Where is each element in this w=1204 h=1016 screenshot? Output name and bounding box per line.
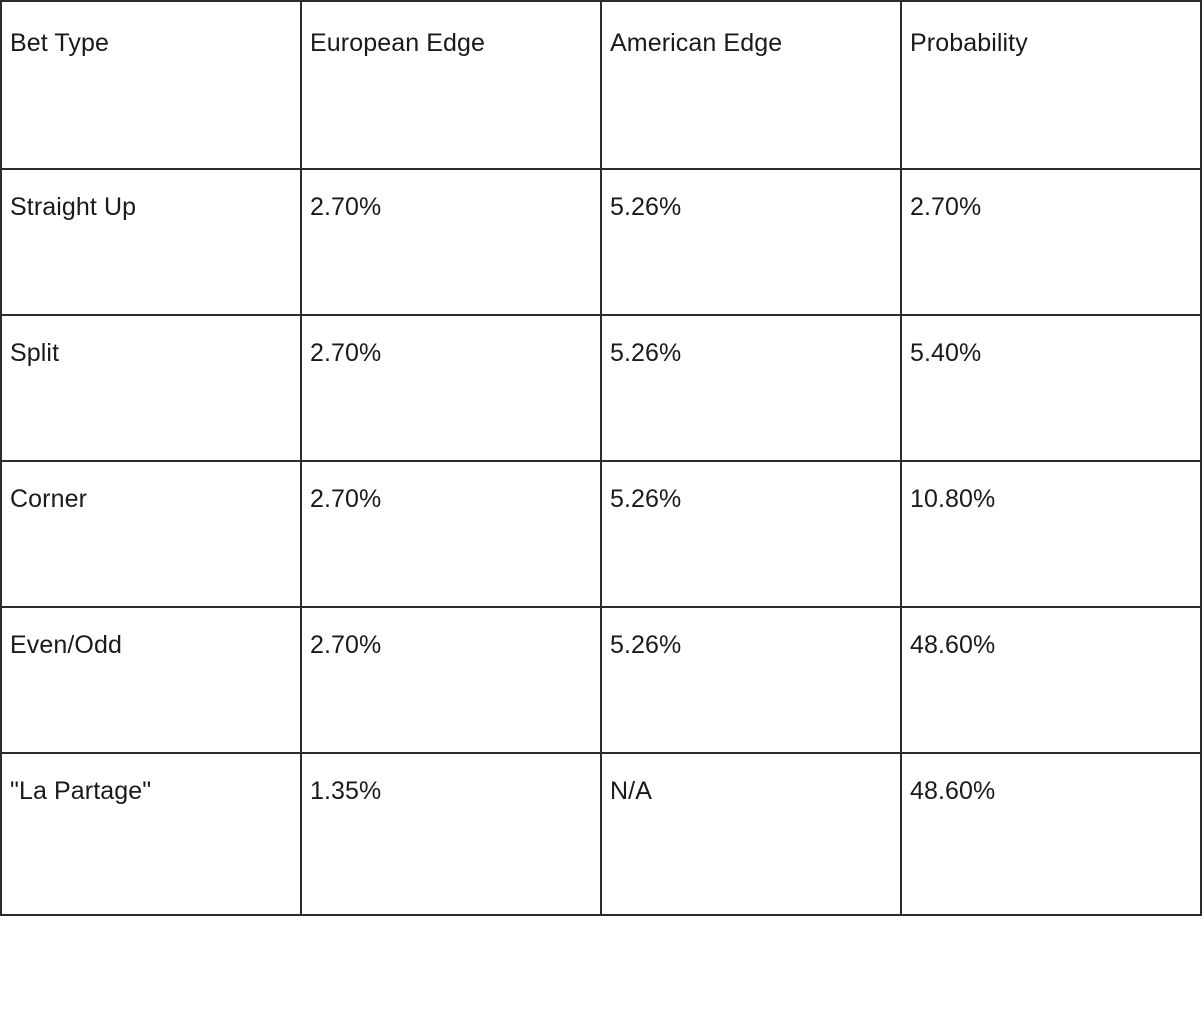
- cell-american-edge: 5.26%: [601, 315, 901, 461]
- table-row: [1, 753, 1201, 915]
- cell-european-edge: 2.70%: [301, 607, 601, 753]
- cell-american-edge: 5.26%: [601, 461, 901, 607]
- cell-american-edge: 5.26%: [601, 169, 901, 315]
- column-header-american-edge: American Edge: [601, 1, 901, 169]
- cell-probability: 48.60%: [901, 607, 1201, 753]
- cell-bet-type: Even/Odd: [1, 607, 301, 753]
- cell-bet-type: Straight Up: [1, 169, 301, 315]
- cell-european-edge: 2.70%: [301, 169, 601, 315]
- cell-probability: 2.70%: [901, 169, 1201, 315]
- column-header-european-edge: European Edge: [301, 1, 601, 169]
- table-row: [1, 315, 1201, 461]
- column-header-probability: Probability: [901, 1, 1201, 169]
- cell-probability: 10.80%: [901, 461, 1201, 607]
- cell-probability: 5.40%: [901, 315, 1201, 461]
- cell-american-edge: 5.26%: [601, 607, 901, 753]
- cell-european-edge: 2.70%: [301, 315, 601, 461]
- table-row: [1, 607, 1201, 753]
- cell-bet-type: "La Partage": [1, 753, 301, 915]
- cell-probability: 48.60%: [901, 753, 1201, 915]
- cell-bet-type: Corner: [1, 461, 301, 607]
- column-header-bet-type: Bet Type: [1, 1, 301, 169]
- cell-european-edge: 1.35%: [301, 753, 601, 915]
- table-row: [1, 461, 1201, 607]
- cell-european-edge: 2.70%: [301, 461, 601, 607]
- table-header-row: [1, 1, 1201, 169]
- cell-bet-type: Split: [1, 315, 301, 461]
- cell-american-edge: N/A: [601, 753, 901, 915]
- table-row: [1, 169, 1201, 315]
